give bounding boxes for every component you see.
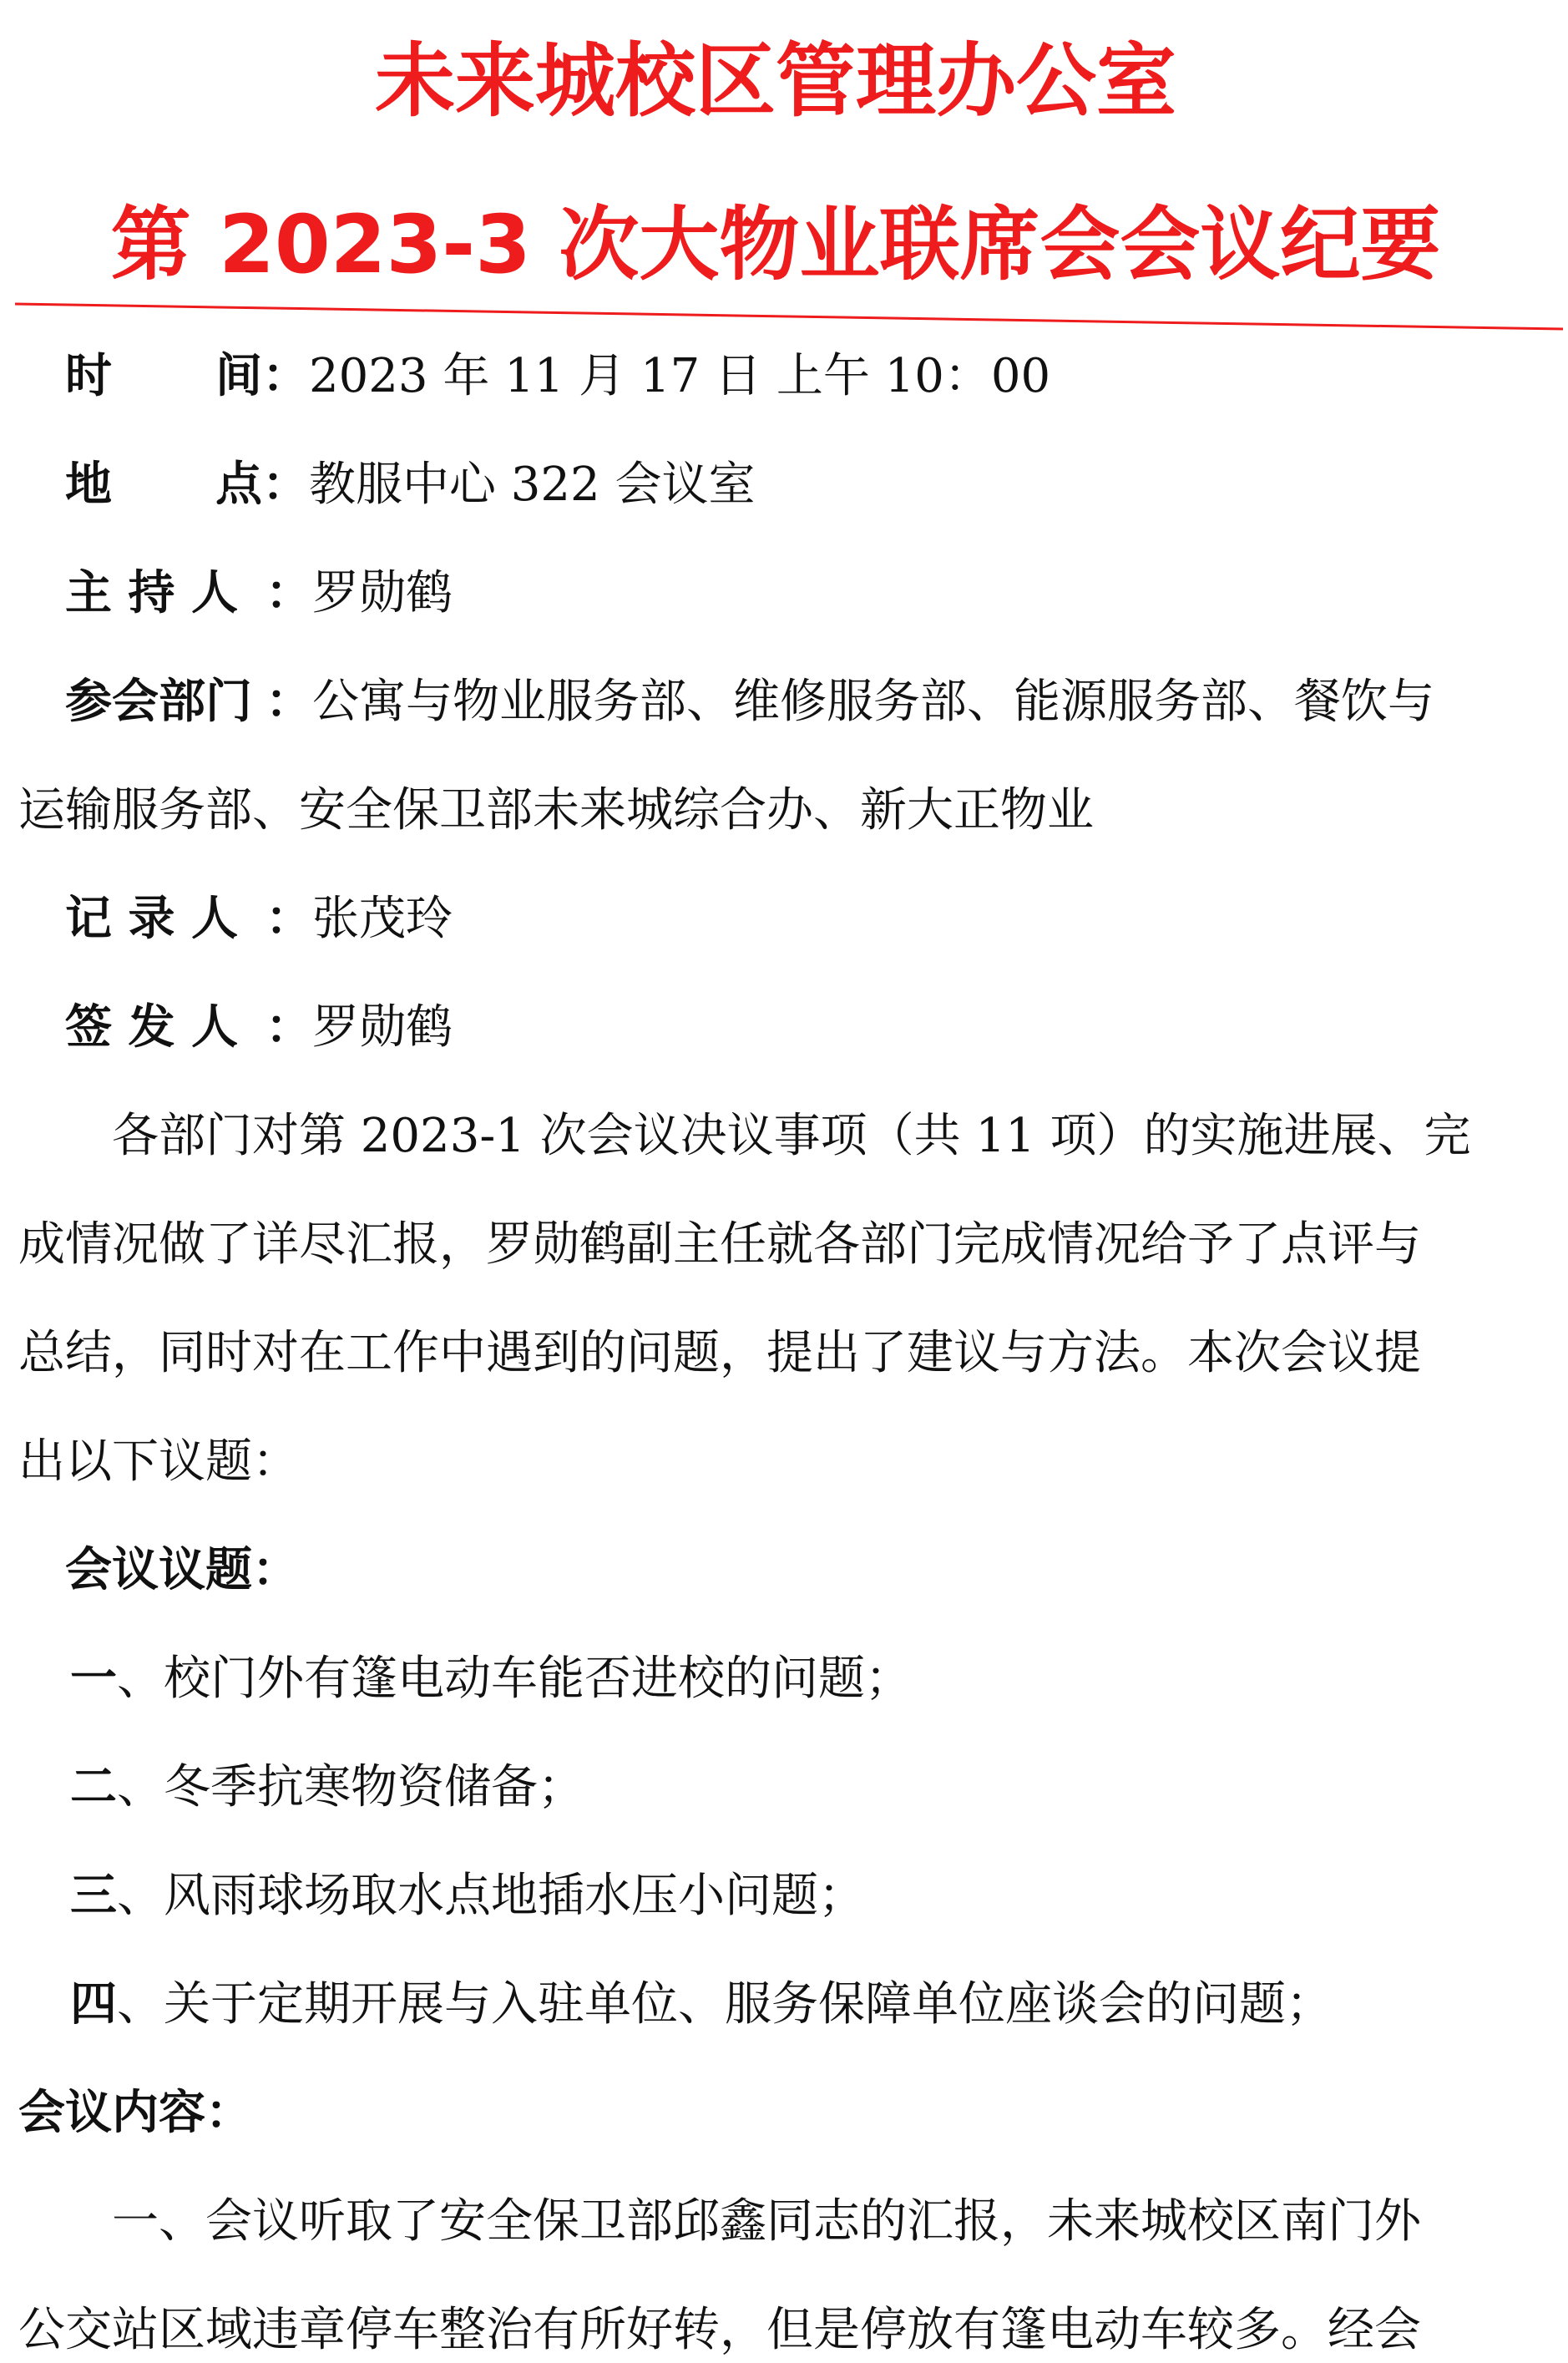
time-value: 2023 年 11 月 17 日 上午 10：00 <box>309 349 1051 403</box>
content-heading: 会议内容： <box>18 2086 252 2140</box>
topic-text-2: 、冬季抗寒物资储备； <box>117 1760 584 1814</box>
place-label-second: 点： <box>215 458 309 512</box>
topic-item-3 <box>70 1867 865 1925</box>
topic-item-1 <box>70 1650 912 1708</box>
dept-value-line1: 公寓与物业服务部、维修服务部、能源服务部、餐饮与 <box>312 675 1434 729</box>
document-subtitle: 第 2023-3 次大物业联席会会议纪要 <box>110 198 1441 291</box>
topic-text-3: 、风雨球场取水点地插水压小问题； <box>117 1869 865 1923</box>
topic-item-2 <box>70 1758 584 1817</box>
meta-time-row <box>65 347 1050 406</box>
topic-number-2: 二 <box>70 1760 117 1814</box>
intro-line-1: 各部门对第 2023-1 次会议决议事项（共 11 项）的实施进展、完 <box>112 1109 1471 1163</box>
host-colon: ： <box>266 566 312 620</box>
topic-text-1: 、校门外有篷电动车能否进校的问题； <box>117 1652 912 1706</box>
meta-recorder-row <box>65 890 453 949</box>
issuer-label: 签 发 人 <box>65 1000 238 1055</box>
recorder-colon: ： <box>266 892 312 946</box>
meta-dept-row <box>65 673 1434 731</box>
meta-host-row <box>65 564 453 623</box>
topic-number-1: 一 <box>70 1652 117 1706</box>
meta-issuer-row <box>65 999 453 1057</box>
intro-line-4: 出以下议题： <box>18 1434 299 1489</box>
topic-number-4: 四 <box>70 1977 117 2032</box>
host-value: 罗勋鹤 <box>312 566 453 620</box>
host-label: 主 持 人 <box>65 566 238 620</box>
place-value: 教服中心 322 会议室 <box>309 458 756 512</box>
time-label-first: 时 <box>65 349 112 403</box>
time-label-second: 间： <box>215 349 309 403</box>
recorder-label: 记 录 人 <box>65 892 238 946</box>
dept-label: 参会部门 <box>65 675 252 729</box>
dept-value-line2: 运输服务部、安全保卫部未来城综合办、新大正物业 <box>18 783 1094 837</box>
document-title: 未来城校区管理办公室 <box>375 34 1176 128</box>
content-para1-line1: 一、会议听取了安全保卫部邱鑫同志的汇报，未来城校区南门外 <box>112 2194 1421 2249</box>
topic-number-3: 三 <box>70 1869 117 1923</box>
topics-heading: 会议议题： <box>65 1543 299 1597</box>
content-para1-line2: 公交站区域违章停车整治有所好转，但是停放有篷电动车较多。经会 <box>18 2303 1421 2357</box>
meta-place-row <box>65 456 756 514</box>
issuer-colon: ： <box>266 1000 312 1055</box>
topic-item-4 <box>70 1976 1333 2034</box>
dept-colon: ： <box>266 675 312 729</box>
intro-line-2: 成情况做了详尽汇报，罗勋鹤副主任就各部门完成情况给予了点评与 <box>18 1217 1421 1272</box>
issuer-value: 罗勋鹤 <box>312 1000 453 1055</box>
place-label-first: 地 <box>65 458 112 512</box>
topic-text-4: 、关于定期开展与入驻单位、服务保障单位座谈会的问题； <box>117 1977 1333 2032</box>
recorder-value: 张茂玲 <box>312 892 453 946</box>
intro-line-3: 总结，同时对在工作中遇到的问题，提出了建议与方法。本次会议提 <box>18 1326 1421 1380</box>
